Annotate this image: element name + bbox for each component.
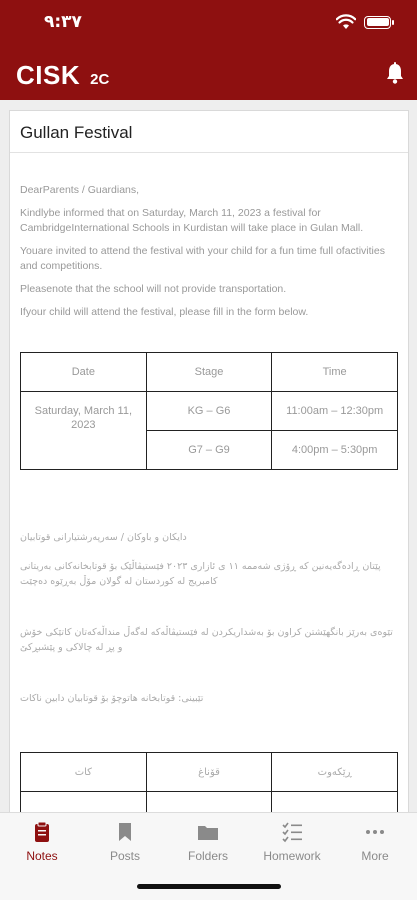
status-time: ٩:٣٧: [44, 12, 82, 32]
wifi-icon: [336, 14, 356, 30]
tab-label: Homework: [263, 849, 321, 863]
schedule-header: Date: [21, 353, 147, 392]
note-body: [10, 183, 408, 820]
note-paragraph: Youare invited to attend the festival with your child for a fun time full ofactivities and competitions.: [20, 245, 385, 272]
note-paragraph: DearParents / Guardians,: [20, 184, 140, 196]
bookmark-icon: [114, 821, 136, 843]
note-paragraph: Ifyour child will attend the festival, please fill in the form below.: [20, 306, 309, 318]
kurdish-paragraph: تێوەی بەرێز بانگهێشتن کراون بۆ بەشداریکردن لە فێستیڤاڵەکە لەگەڵ منداڵەکەتان کاتێکی خۆش و پڕ لە چالاکی و پێشبڕکێ: [20, 627, 393, 653]
kurdish-section: [20, 530, 398, 706]
tab-label: Notes: [26, 849, 58, 863]
bell-icon[interactable]: [385, 62, 405, 84]
home-indicator: [137, 884, 281, 889]
schedule-time: 11:00am – 12:30pm: [272, 392, 398, 431]
schedule-time: 4:00pm – 5:30pm: [272, 431, 398, 470]
tab-notes[interactable]: [2, 821, 82, 863]
schedule-stage: G7 – G9: [146, 431, 272, 470]
note-card: [9, 110, 409, 820]
checklist-icon: [281, 821, 303, 843]
note-paragraph: Kindlybe informed that on Saturday, March 11, 2023 a festival for CambridgeInternational Schools in Kurdistan will take place in Gulan Mall.: [20, 207, 364, 234]
note-title: Gullan Festival: [10, 111, 408, 153]
schedule-date: Saturday, March 11, 2023: [21, 392, 147, 470]
tab-label: Posts: [109, 849, 140, 863]
more-dots-icon: [364, 821, 386, 843]
tab-posts[interactable]: [85, 821, 165, 863]
tab-label: More: [361, 849, 389, 863]
kurdish-table-header: قۆناغ: [146, 753, 272, 792]
kurdish-table-header: کات: [21, 753, 147, 792]
tab-more[interactable]: [335, 821, 415, 863]
schedule-header: Time: [272, 353, 398, 392]
app-title: [16, 60, 109, 91]
school-name: CISK: [16, 60, 81, 90]
tab-folders[interactable]: [168, 821, 248, 863]
schedule-table: [20, 352, 398, 470]
schedule-stage: KG – G6: [146, 392, 272, 431]
kurdish-schedule-table: [20, 752, 398, 820]
kurdish-paragraph: دایکان و باوکان / سەرپەرشتیارانی قوتابیان: [20, 532, 187, 543]
note-paragraph: Pleasenote that the school will not provide transportation.: [20, 283, 287, 295]
kurdish-paragraph: تێبینی: قوتابخانە هاتوچۆ بۆ قوتابیان دابین ناکات: [20, 693, 204, 704]
tab-label: Folders: [187, 849, 228, 863]
folder-icon: [197, 821, 219, 843]
kurdish-paragraph: پێتان ڕادەگەیەنین کە ڕۆژی شەممە ١١ ی ئازاری ٢٠٢٣ فێستیڤاڵێک بۆ قوتابخانەکانی بەریتانی کامبریج لە کوردستان لە گولان مۆڵ بەڕێوە دەچێت: [20, 561, 381, 587]
status-icons: [336, 14, 391, 30]
app-header: [0, 0, 417, 100]
battery-icon: [364, 16, 391, 29]
tab-homework[interactable]: [252, 821, 332, 863]
clipboard-icon: [31, 821, 53, 843]
class-name: 2C: [90, 71, 110, 88]
schedule-header: Stage: [146, 353, 272, 392]
kurdish-table-header: ڕێکەوت: [272, 753, 398, 792]
